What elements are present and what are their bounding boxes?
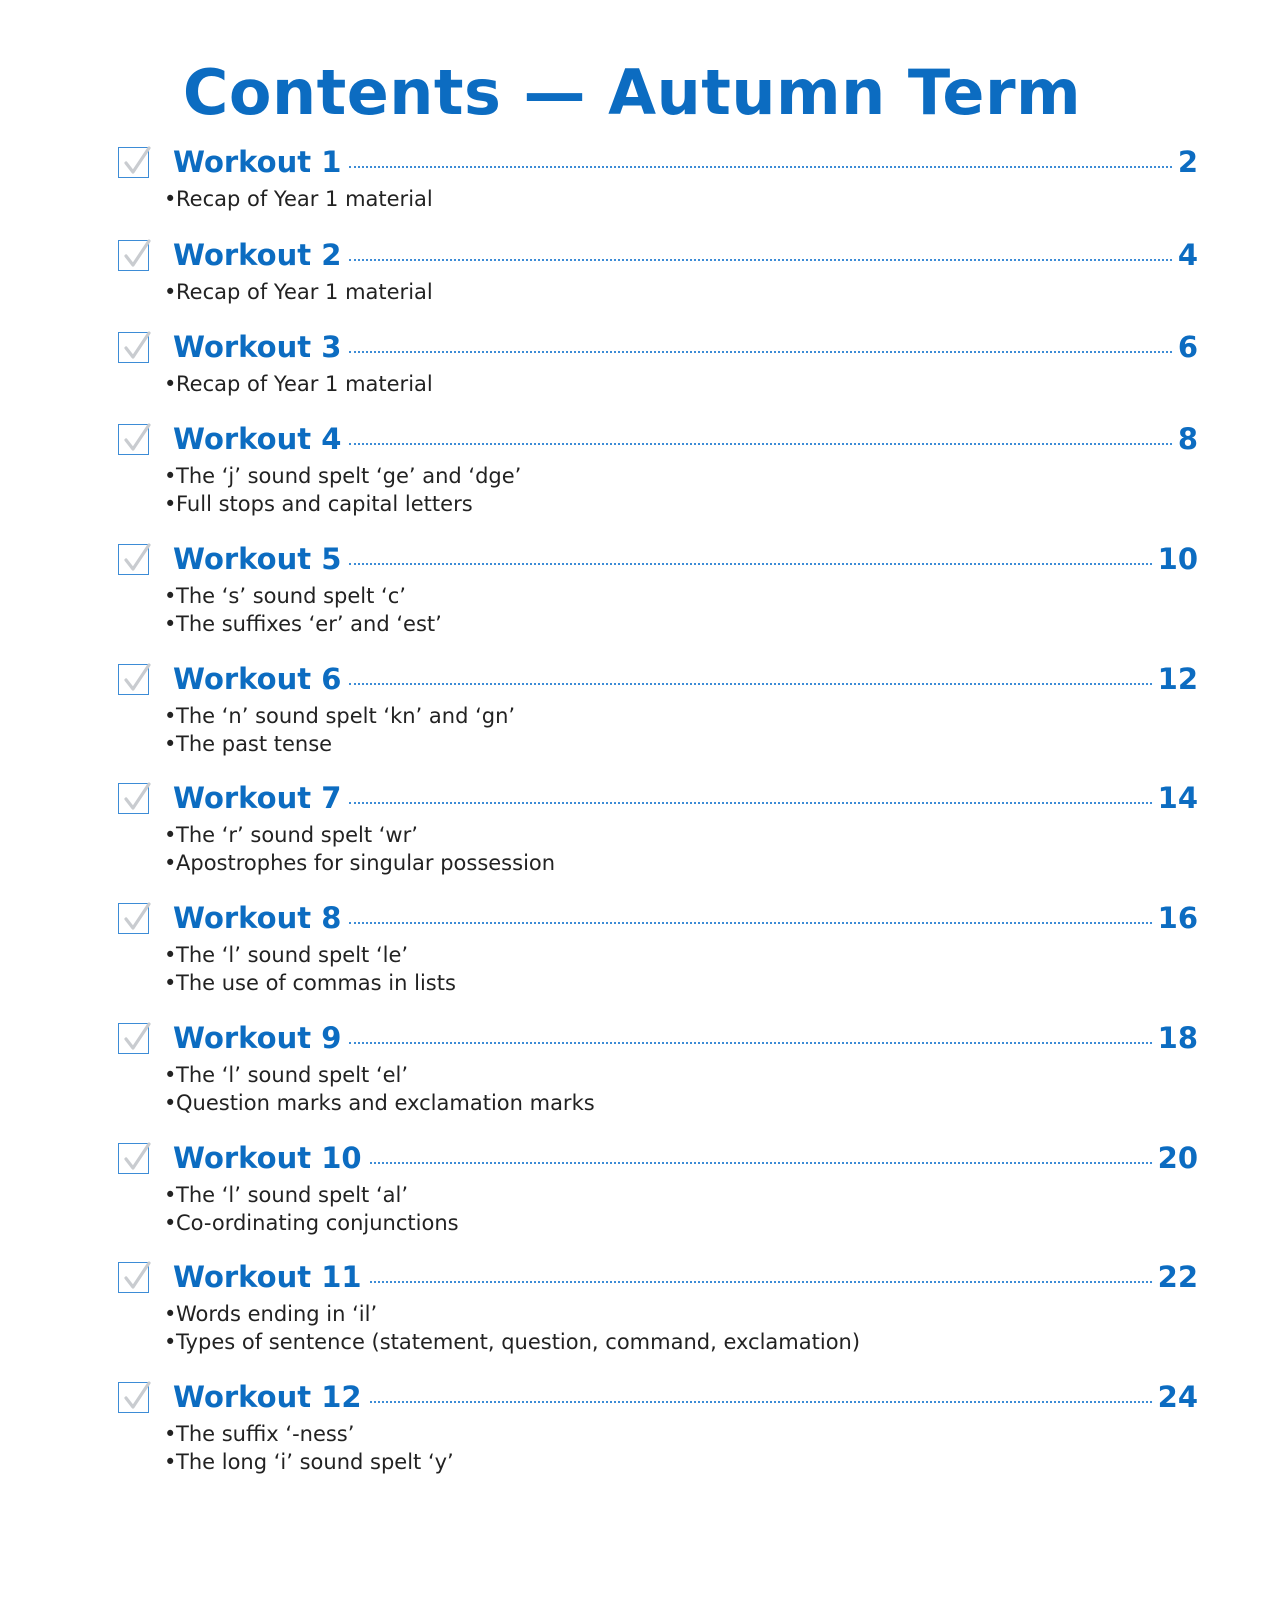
page-number: 12	[1157, 662, 1198, 696]
topic-item	[164, 278, 1244, 306]
checkbox-icon[interactable]	[118, 240, 149, 271]
topic-list	[164, 702, 1244, 758]
heading-line	[173, 1021, 1198, 1061]
topic-item	[164, 941, 1244, 969]
topic-item	[164, 730, 1244, 758]
topic-text: Co-ordinating conjunctions	[176, 1211, 459, 1235]
topic-text: Full stops and capital letters	[176, 492, 473, 516]
heading-line	[173, 781, 1198, 821]
topic-item	[164, 1181, 1244, 1209]
checkmark-icon	[122, 1021, 152, 1053]
dotted-leader	[349, 1041, 1151, 1044]
checkmark-icon	[122, 330, 152, 362]
topic-item	[164, 821, 1244, 849]
checkbox-icon[interactable]	[118, 544, 149, 575]
heading-line	[173, 330, 1198, 370]
contents-entry	[118, 1380, 1198, 1476]
checkbox-icon[interactable]	[118, 1382, 149, 1413]
topic-item	[164, 1061, 1244, 1089]
dotted-leader	[349, 350, 1171, 353]
bullet-icon: •	[164, 1063, 177, 1087]
dotted-leader	[349, 562, 1151, 565]
heading-line	[173, 662, 1198, 702]
contents-entry-heading	[118, 1260, 1198, 1300]
bullet-icon: •	[164, 823, 177, 847]
topic-item	[164, 370, 1244, 398]
topic-list	[164, 185, 1244, 213]
page-title: Contents — Autumn Term	[182, 56, 1082, 129]
topic-item	[164, 1089, 1244, 1117]
checkbox-icon[interactable]	[118, 147, 149, 178]
workout-title: Workout 9	[173, 1021, 342, 1055]
checkbox-icon[interactable]	[118, 664, 149, 695]
topic-list	[164, 1181, 1244, 1237]
checkbox-icon[interactable]	[118, 424, 149, 455]
dotted-leader	[349, 801, 1151, 804]
topic-item	[164, 1300, 1244, 1328]
contents-entry-heading	[118, 145, 1198, 185]
topic-text: The use of commas in lists	[176, 971, 456, 995]
topic-text: Recap of Year 1 material	[176, 187, 433, 211]
heading-line	[173, 422, 1198, 462]
workout-title: Workout 8	[173, 901, 342, 935]
page-number: 14	[1157, 781, 1198, 815]
bullet-icon: •	[164, 1091, 177, 1115]
topic-text: Recap of Year 1 material	[176, 372, 433, 396]
topic-text: The ‘n’ sound spelt ‘kn’ and ‘gn’	[176, 704, 516, 728]
bullet-icon: •	[164, 1330, 177, 1354]
checkbox-icon[interactable]	[118, 1023, 149, 1054]
topic-list	[164, 821, 1244, 877]
heading-line	[173, 1260, 1198, 1300]
contents-entry	[118, 238, 1198, 306]
dotted-leader	[349, 682, 1151, 685]
checkmark-icon	[122, 662, 152, 694]
workout-title: Workout 12	[173, 1380, 362, 1414]
topic-list	[164, 1061, 1244, 1117]
topic-list	[164, 370, 1244, 398]
contents-entry	[118, 901, 1198, 997]
contents-entry-heading	[118, 781, 1198, 821]
heading-line	[173, 901, 1198, 941]
bullet-icon: •	[164, 612, 177, 636]
checkbox-icon[interactable]	[118, 783, 149, 814]
dotted-leader	[349, 258, 1171, 261]
bullet-icon: •	[164, 187, 177, 211]
page-number: 10	[1157, 542, 1198, 576]
heading-line	[173, 238, 1198, 278]
heading-line	[173, 1141, 1198, 1181]
topic-list	[164, 941, 1244, 997]
dotted-leader	[349, 165, 1171, 168]
page-number: 6	[1177, 330, 1198, 364]
topic-text: Recap of Year 1 material	[176, 280, 433, 304]
topic-text: The past tense	[176, 732, 333, 756]
bullet-icon: •	[164, 704, 177, 728]
topic-item	[164, 1420, 1244, 1448]
bullet-icon: •	[164, 280, 177, 304]
workout-title: Workout 7	[173, 781, 342, 815]
contents-entry	[118, 542, 1198, 638]
contents-entry	[118, 422, 1198, 518]
topic-item	[164, 185, 1244, 213]
bullet-icon: •	[164, 1302, 177, 1326]
checkmark-icon	[122, 1260, 152, 1292]
checkbox-icon[interactable]	[118, 903, 149, 934]
page-number: 4	[1177, 238, 1198, 272]
contents-entry	[118, 330, 1198, 398]
contents-entry-heading	[118, 330, 1198, 370]
workout-title: Workout 3	[173, 330, 342, 364]
bullet-icon: •	[164, 851, 177, 875]
dotted-leader	[349, 442, 1171, 445]
contents-entry	[118, 1021, 1198, 1117]
topic-text: The ‘l’ sound spelt ‘le’	[176, 943, 409, 967]
topic-text: Types of sentence (statement, question, command, exclamation)	[176, 1330, 861, 1354]
topic-text: The long ‘i’ sound spelt ‘y’	[176, 1450, 454, 1474]
topic-item	[164, 969, 1244, 997]
topic-list	[164, 582, 1244, 638]
checkmark-icon	[122, 145, 152, 177]
bullet-icon: •	[164, 584, 177, 608]
page-number: 22	[1157, 1260, 1198, 1294]
workout-title: Workout 4	[173, 422, 342, 456]
workout-title: Workout 10	[173, 1141, 362, 1175]
heading-line	[173, 542, 1198, 582]
topic-text: The ‘j’ sound spelt ‘ge’ and ‘dge’	[176, 464, 522, 488]
contents-entry-heading	[118, 901, 1198, 941]
topic-list	[164, 1420, 1244, 1476]
contents-entry-heading	[118, 1380, 1198, 1420]
page-number: 16	[1157, 901, 1198, 935]
bullet-icon: •	[164, 492, 177, 516]
bullet-icon: •	[164, 372, 177, 396]
bullet-icon: •	[164, 971, 177, 995]
topic-item	[164, 1328, 1244, 1356]
checkmark-icon	[122, 781, 152, 813]
checkmark-icon	[122, 542, 152, 574]
workout-title: Workout 6	[173, 662, 342, 696]
heading-line	[173, 145, 1198, 185]
contents-entry	[118, 781, 1198, 877]
bullet-icon: •	[164, 1450, 177, 1474]
topic-item	[164, 1209, 1244, 1237]
topic-item	[164, 849, 1244, 877]
page-number: 24	[1157, 1380, 1198, 1414]
bullet-icon: •	[164, 1422, 177, 1446]
dotted-leader	[370, 1280, 1152, 1283]
topic-item	[164, 582, 1244, 610]
topic-text: Question marks and exclamation marks	[176, 1091, 595, 1115]
topic-text: The ‘l’ sound spelt ‘al’	[176, 1183, 408, 1207]
bullet-icon: •	[164, 1183, 177, 1207]
checkbox-icon[interactable]	[118, 1262, 149, 1293]
topic-item	[164, 462, 1244, 490]
topic-list	[164, 1300, 1244, 1356]
page-number: 20	[1157, 1141, 1198, 1175]
topic-text: The suffixes ‘er’ and ‘est’	[176, 612, 442, 636]
topic-text: Apostrophes for singular possession	[176, 851, 556, 875]
topic-item	[164, 1448, 1244, 1476]
checkbox-icon[interactable]	[118, 1143, 149, 1174]
topic-text: The suffix ‘-ness’	[176, 1422, 355, 1446]
topic-item	[164, 702, 1244, 730]
bullet-icon: •	[164, 1211, 177, 1235]
contents-entry-heading	[118, 1021, 1198, 1061]
contents-entry	[118, 662, 1198, 758]
page-number: 18	[1157, 1021, 1198, 1055]
topic-text: The ‘s’ sound spelt ‘c’	[176, 584, 406, 608]
checkmark-icon	[122, 1141, 152, 1173]
topic-text: The ‘l’ sound spelt ‘el’	[176, 1063, 409, 1087]
checkmark-icon	[122, 422, 152, 454]
dotted-leader	[370, 1161, 1152, 1164]
contents-entry	[118, 145, 1198, 213]
checkmark-icon	[122, 901, 152, 933]
contents-entry	[118, 1260, 1198, 1356]
heading-line	[173, 1380, 1198, 1420]
page-number: 8	[1177, 422, 1198, 456]
topic-list	[164, 462, 1244, 518]
workout-title: Workout 5	[173, 542, 342, 576]
dotted-leader	[349, 921, 1151, 924]
bullet-icon: •	[164, 464, 177, 488]
topic-text: The ‘r’ sound spelt ‘wr’	[176, 823, 418, 847]
topic-item	[164, 610, 1244, 638]
topic-list	[164, 278, 1244, 306]
bullet-icon: •	[164, 943, 177, 967]
checkmark-icon	[122, 1380, 152, 1412]
contents-entry	[118, 1141, 1198, 1237]
dotted-leader	[370, 1400, 1152, 1403]
contents-entry-heading	[118, 1141, 1198, 1181]
workout-title: Workout 11	[173, 1260, 362, 1294]
workout-title: Workout 1	[173, 145, 342, 179]
contents-entry-heading	[118, 662, 1198, 702]
bullet-icon: •	[164, 732, 177, 756]
page-number: 2	[1177, 145, 1198, 179]
contents-entry-heading	[118, 422, 1198, 462]
checkmark-icon	[122, 238, 152, 270]
workout-title: Workout 2	[173, 238, 342, 272]
contents-entry-heading	[118, 542, 1198, 582]
topic-text: Words ending in ‘il’	[176, 1302, 378, 1326]
topic-item	[164, 490, 1244, 518]
checkbox-icon[interactable]	[118, 332, 149, 363]
contents-entry-heading	[118, 238, 1198, 278]
